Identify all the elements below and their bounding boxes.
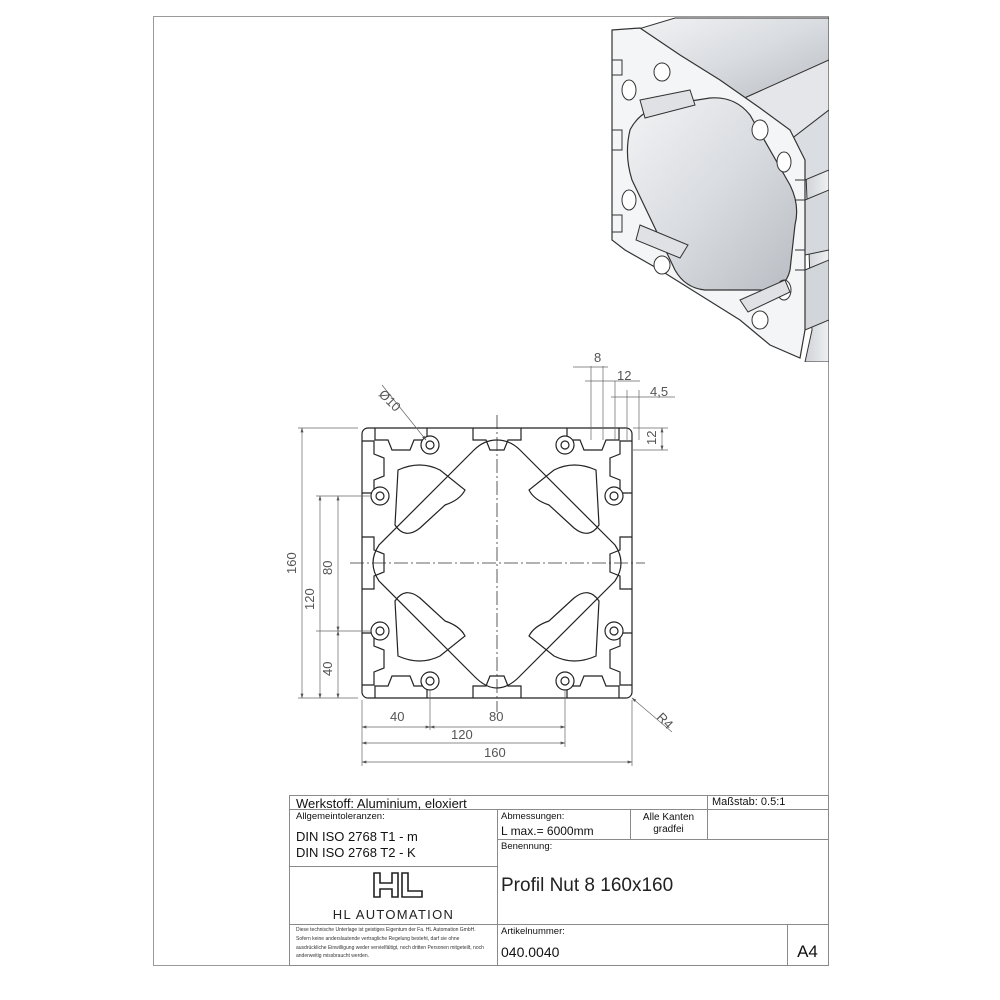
- length-text: L max.= 6000mm: [501, 824, 594, 838]
- article-number-label: Artikelnummer:: [501, 926, 565, 937]
- isometric-profile-view: [612, 18, 829, 362]
- dim-slot-12-side: 12: [644, 430, 659, 445]
- dim-radius: R4: [653, 709, 677, 732]
- designation-text: Profil Nut 8 160x160: [501, 875, 674, 896]
- tolerance-2: DIN ISO 2768 T2 - K: [296, 845, 416, 860]
- dim-horizontal-120: 120: [451, 727, 473, 742]
- dim-vertical-80: 80: [320, 560, 335, 575]
- tolerances-label: Allgemeintoleranzen:: [296, 811, 385, 822]
- dim-vertical-120: 120: [302, 588, 317, 610]
- dimensions-label: Abmessungen:: [501, 811, 565, 822]
- tolerance-1: DIN ISO 2768 T1 - m: [296, 829, 418, 844]
- material-text: Werkstoff: Aluminium, eloxiert: [296, 796, 467, 811]
- dim-slot-8: 8: [594, 350, 602, 365]
- dim-slot-12-top: 12: [617, 368, 632, 383]
- title-block: [289, 795, 829, 966]
- dim-horizontal-80: 80: [489, 709, 504, 724]
- hl-automation-logo: [370, 871, 426, 901]
- edges-note: [630, 812, 707, 836]
- dim-hole-diameter: Ø10: [375, 386, 404, 415]
- paper-format: A4: [797, 942, 818, 961]
- article-number: 040.0040: [501, 944, 560, 960]
- dim-horizontal-40: 40: [390, 709, 405, 724]
- company-name: HL AUTOMATION: [332, 907, 455, 922]
- edges-line-1: Alle Kanten: [642, 812, 695, 823]
- edges-line-2: gradfei: [653, 824, 684, 835]
- dim-slot-4-5: 4,5: [650, 384, 669, 399]
- dim-vertical-160: 160: [284, 552, 299, 574]
- dim-horizontal-160: 160: [484, 745, 506, 760]
- disclaimer-text: Diese technische Unterlage ist geistiges Eigentum der Fa. HL Automation GmbH. Sofern keine anderslautende vertragliche Regelung besteht, darf sie ohne ausdrückliche Einwilligung weder vervielfältigt, noch dritten Personen mitgeteilt, noch anderweitig missbraucht werden.: [296, 927, 484, 960]
- dim-vertical-40: 40: [320, 661, 335, 676]
- designation-label: Benennung:: [501, 841, 553, 852]
- scale-text: Maßstab: 0.5:1: [712, 796, 786, 808]
